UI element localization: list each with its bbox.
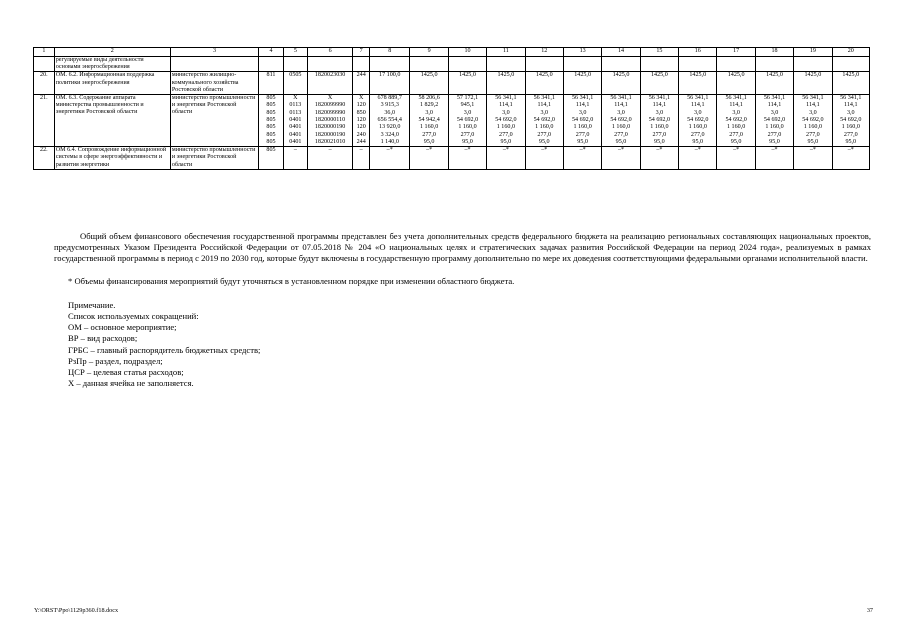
table-row-21 bbox=[34, 95, 870, 147]
csr-code: – bbox=[307, 147, 353, 170]
grbs-code-line: 805 bbox=[266, 116, 276, 123]
table-row-continuation bbox=[34, 57, 870, 72]
value-cell bbox=[717, 95, 755, 147]
value-line: 678 889,7 bbox=[377, 95, 402, 102]
value-cell bbox=[410, 95, 448, 147]
value-line: 114,1 bbox=[575, 102, 590, 109]
value-line: 95,0 bbox=[654, 138, 665, 145]
value-cell bbox=[487, 95, 525, 147]
value-line: 95,0 bbox=[462, 138, 473, 145]
value-line: 56 341,1 bbox=[802, 95, 824, 102]
value-line: 3,0 bbox=[809, 109, 817, 116]
vr-code: – bbox=[353, 147, 370, 170]
value-line: 1 160,0 bbox=[841, 124, 860, 131]
body-text bbox=[54, 231, 871, 389]
abbreviation-item: Х – данная ячейка не заполняется. bbox=[68, 378, 194, 389]
value-cell bbox=[370, 95, 410, 147]
footnote-paragraph: * Объемы финансирования мероприятий будут уточняться в установленном порядке при изменении областного бюджета. bbox=[68, 275, 515, 286]
value-line: 56 341,1 bbox=[840, 95, 862, 102]
value-line: 95,0 bbox=[500, 138, 512, 145]
table-row-22 bbox=[34, 147, 870, 170]
value-cell bbox=[832, 95, 869, 147]
value-line: 277,0 bbox=[422, 131, 436, 138]
column-header: 2 bbox=[54, 48, 170, 57]
value-cell: –* bbox=[410, 147, 448, 170]
vr-code-line: 850 bbox=[356, 109, 366, 116]
abbreviation-item: РзПр – раздел, подраздел; bbox=[68, 355, 163, 366]
value-cell: –* bbox=[487, 147, 525, 170]
value-line: 1 140,0 bbox=[380, 138, 399, 145]
column-header: 18 bbox=[755, 48, 793, 57]
value-line: 95,0 bbox=[577, 138, 588, 145]
column-header: 19 bbox=[794, 48, 832, 57]
rzpr-code: – bbox=[283, 147, 307, 170]
measure-name: ОМ. 6.2. Информационная поддержка политики энергосбережения bbox=[54, 72, 170, 95]
value-cell: 1425,0 bbox=[794, 72, 832, 95]
value-cell: 1425,0 bbox=[602, 72, 640, 95]
value-line: 3,0 bbox=[578, 109, 587, 116]
value-cell: –* bbox=[755, 147, 793, 170]
value-line: 114,1 bbox=[844, 102, 858, 109]
value-line: 1 160,0 bbox=[650, 124, 669, 131]
vr-code-line: 120 bbox=[356, 124, 366, 131]
value-line: 56 341,1 bbox=[763, 95, 786, 102]
rzpr-code-line: 0113 bbox=[289, 109, 302, 116]
value-line: 1 160,0 bbox=[726, 124, 746, 131]
value-line: 1 160,0 bbox=[496, 124, 516, 131]
column-header: 17 bbox=[717, 48, 755, 57]
value-line: 1 160,0 bbox=[573, 124, 592, 131]
value-cell: 1425,0 bbox=[755, 72, 793, 95]
value-line: 114,1 bbox=[614, 102, 628, 109]
rzpr-code-line: 0113 bbox=[289, 102, 302, 109]
value-cell: 1425,0 bbox=[679, 72, 717, 95]
value-cell bbox=[525, 95, 563, 147]
column-header: 15 bbox=[640, 48, 678, 57]
value-cell: –* bbox=[794, 147, 832, 170]
grbs-name: министерство промышленности и энергетики Ростовской области bbox=[170, 147, 258, 170]
value-cell: 1425,0 bbox=[832, 72, 869, 95]
value-cell: 1425,0 bbox=[640, 72, 678, 95]
grbs-code-line: 805 bbox=[266, 131, 276, 138]
abbreviation-item: ОМ – основное мероприятие; bbox=[68, 322, 177, 333]
value-line: 277,0 bbox=[460, 131, 475, 138]
value-cell: –* bbox=[525, 147, 563, 170]
value-line: 1 160,0 bbox=[765, 124, 784, 131]
budget-table bbox=[33, 47, 870, 170]
vr-code-line: 120 bbox=[356, 102, 366, 109]
value-cell: 1425,0 bbox=[448, 72, 486, 95]
value-cell: 1425,0 bbox=[563, 72, 601, 95]
value-cell: –* bbox=[370, 147, 410, 170]
value-line: 56 341,1 bbox=[495, 95, 517, 102]
value-cell: –* bbox=[832, 147, 869, 170]
value-cell bbox=[602, 95, 640, 147]
value-line: 1 829,2 bbox=[419, 102, 439, 109]
value-line: 1 160,0 bbox=[419, 124, 439, 131]
value-line: 54 692,0 bbox=[533, 116, 555, 123]
row-number: 21. bbox=[34, 95, 55, 147]
value-line: 36,0 bbox=[384, 109, 396, 116]
csr-code-line: 1820000190 bbox=[314, 124, 346, 131]
value-line: 95,0 bbox=[769, 138, 780, 145]
note-title: Примечание. bbox=[68, 299, 116, 310]
value-line: 56 341,1 bbox=[610, 95, 632, 102]
value-cell bbox=[794, 95, 832, 147]
column-header: 8 bbox=[370, 48, 410, 57]
value-line: 56 341,1 bbox=[687, 95, 709, 102]
abbreviations-list bbox=[68, 322, 871, 389]
abbreviations-note bbox=[54, 300, 871, 390]
value-line: 3,0 bbox=[846, 109, 855, 116]
value-line: 95,0 bbox=[845, 138, 857, 145]
value-line: 3,0 bbox=[540, 109, 549, 116]
csr-code bbox=[307, 95, 353, 147]
value-line: 1 160,0 bbox=[458, 124, 477, 131]
value-line: 114,1 bbox=[499, 102, 513, 109]
value-line: 3,0 bbox=[502, 109, 510, 116]
measure-name: ОМ. 6.3. Содержание аппарата министерства промышленности и энергетики Ростовской области bbox=[54, 95, 170, 147]
csr-code-line: Х bbox=[327, 95, 333, 102]
value-cell: –* bbox=[602, 147, 640, 170]
value-line: 54 692,0 bbox=[571, 116, 594, 123]
column-header: 13 bbox=[563, 48, 601, 57]
value-line: 1 160,0 bbox=[688, 124, 707, 131]
value-line: 54 692,0 bbox=[456, 116, 479, 123]
grbs-code-line: 805 bbox=[266, 124, 276, 131]
rzpr-code-line: 0401 bbox=[289, 124, 302, 131]
value-line: 277,0 bbox=[537, 131, 552, 138]
value-line: 54 692,0 bbox=[802, 116, 824, 123]
value-line: 277,0 bbox=[690, 131, 705, 138]
value-cell: –* bbox=[448, 147, 486, 170]
value-line: 3,0 bbox=[693, 109, 702, 116]
footer-file-path: Y:\ORST\Ppo\1129p360.f18.docx bbox=[34, 607, 119, 614]
value-line: 114,1 bbox=[767, 102, 782, 109]
column-header: 4 bbox=[259, 48, 284, 57]
column-header: 20 bbox=[832, 48, 869, 57]
budget-table-container bbox=[33, 47, 870, 170]
value-cell: –* bbox=[563, 147, 601, 170]
value-line: 1 160,0 bbox=[611, 124, 631, 131]
value-line: 114,1 bbox=[537, 102, 551, 109]
value-line: 95,0 bbox=[423, 138, 435, 145]
page-number: 37 bbox=[866, 607, 873, 614]
row-number: 20. bbox=[34, 72, 55, 95]
rzpr-code-line: 0401 bbox=[289, 138, 302, 145]
value-cell: 17 100,0 bbox=[370, 72, 410, 95]
value-cell: –* bbox=[679, 147, 717, 170]
value-cell bbox=[679, 95, 717, 147]
column-header: 1 bbox=[34, 48, 55, 57]
value-cell: –* bbox=[640, 147, 678, 170]
column-header: 5 bbox=[283, 48, 307, 57]
value-line: 56 341,1 bbox=[648, 95, 671, 102]
column-header: 14 bbox=[602, 48, 640, 57]
value-line: 3,0 bbox=[617, 109, 625, 116]
value-cell bbox=[755, 95, 793, 147]
csr-code-line: 1820000110 bbox=[314, 116, 346, 123]
value-line: 95,0 bbox=[692, 138, 704, 145]
rzpr-code bbox=[283, 95, 307, 147]
vr-code bbox=[353, 95, 370, 147]
column-header: 16 bbox=[679, 48, 717, 57]
value-line: 114,1 bbox=[806, 102, 820, 109]
value-cell: 1425,0 bbox=[410, 72, 448, 95]
value-line: 54 692,0 bbox=[725, 116, 747, 123]
value-line: 54 942,4 bbox=[418, 116, 440, 123]
measure-name: ОМ 6.4. Сопровождение информационной системы в сфере энергоэффективности и развития энергетики bbox=[54, 147, 170, 170]
csr-code-line: 1820000190 bbox=[314, 131, 346, 138]
value-line: 3,0 bbox=[425, 109, 433, 116]
table-header-row bbox=[34, 48, 870, 57]
abbreviations-title: Список используемых сокращений: bbox=[68, 311, 199, 322]
value-line: 54 692,0 bbox=[763, 116, 786, 123]
value-cell: 1425,0 bbox=[525, 72, 563, 95]
column-header: 6 bbox=[307, 48, 353, 57]
value-line: 57 172,1 bbox=[456, 95, 479, 102]
rzpr-code-line: Х bbox=[293, 95, 298, 102]
vr-code-line: Х bbox=[359, 95, 364, 102]
value-line: 56 341,1 bbox=[725, 95, 747, 102]
value-line: 54 692,0 bbox=[840, 116, 862, 123]
value-cell bbox=[640, 95, 678, 147]
csr-code-line: 1820099990 bbox=[314, 109, 346, 116]
abbreviation-item: ВР – вид расходов; bbox=[68, 333, 138, 344]
value-line: 3,0 bbox=[770, 109, 779, 116]
value-line: 114,1 bbox=[729, 102, 743, 109]
value-line: 114,1 bbox=[652, 102, 667, 109]
vr-code-line: 244 bbox=[356, 138, 366, 145]
value-cell: –* bbox=[717, 147, 755, 170]
value-line: 54 692,0 bbox=[648, 116, 671, 123]
value-line: 277,0 bbox=[767, 131, 782, 138]
value-line: 95,0 bbox=[807, 138, 819, 145]
grbs-code: 811 bbox=[259, 72, 284, 95]
value-line: 114,1 bbox=[691, 102, 705, 109]
column-header: 12 bbox=[525, 48, 563, 57]
grbs-code bbox=[259, 95, 284, 147]
value-cell bbox=[448, 95, 486, 147]
grbs-code-line: 805 bbox=[266, 109, 276, 116]
grbs-code-line: 805 bbox=[266, 138, 276, 145]
value-line: 54 692,0 bbox=[495, 116, 517, 123]
csr-code-line: 1820099990 bbox=[314, 102, 346, 109]
value-line: 277,0 bbox=[575, 131, 590, 138]
vr-code-line: 240 bbox=[356, 131, 366, 138]
vr-code: 244 bbox=[353, 72, 370, 95]
row-number: 22. bbox=[34, 147, 55, 170]
column-header: 11 bbox=[487, 48, 525, 57]
value-line: 277,0 bbox=[499, 131, 513, 138]
value-line: 3,0 bbox=[732, 109, 740, 116]
column-header: 3 bbox=[170, 48, 258, 57]
value-line: 58 206,6 bbox=[418, 95, 440, 102]
abbreviation-item: ЦСР – целевая статья расходов; bbox=[68, 367, 184, 378]
value-line: 54 692,0 bbox=[687, 116, 709, 123]
value-line: 3,0 bbox=[655, 109, 664, 116]
csr-code-line: 1820021010 bbox=[314, 138, 346, 145]
grbs-code-line: 805 bbox=[266, 102, 276, 109]
value-line: 277,0 bbox=[652, 131, 667, 138]
value-line: 95,0 bbox=[730, 138, 742, 145]
value-line: 95,0 bbox=[538, 138, 550, 145]
value-cell bbox=[563, 95, 601, 147]
value-line: 277,0 bbox=[729, 131, 743, 138]
abbreviation-item: ГРБС – главный распорядитель бюджетных средств; bbox=[68, 344, 261, 355]
value-line: 277,0 bbox=[806, 131, 820, 138]
column-header: 10 bbox=[448, 48, 486, 57]
value-line: 277,0 bbox=[614, 131, 628, 138]
vr-code-line: 120 bbox=[356, 116, 366, 123]
column-header: 9 bbox=[410, 48, 448, 57]
value-line: 3,0 bbox=[463, 109, 472, 116]
value-line: 277,0 bbox=[843, 131, 858, 138]
column-header: 7 bbox=[353, 48, 370, 57]
value-line: 1 160,0 bbox=[535, 124, 554, 131]
value-line: 3 915,3 bbox=[380, 102, 399, 109]
value-line: 945,1 bbox=[460, 102, 475, 109]
value-cell: 1425,0 bbox=[717, 72, 755, 95]
value-line: 54 692,0 bbox=[610, 116, 632, 123]
value-line: 656 554,4 bbox=[377, 116, 402, 123]
grbs-name: министерство промышленности и энергетики Ростовской области bbox=[170, 95, 258, 147]
value-cell: 1425,0 bbox=[487, 72, 525, 95]
value-line: 13 920,0 bbox=[379, 124, 401, 131]
grbs-code: 805 bbox=[259, 147, 284, 170]
value-line: 56 341,1 bbox=[533, 95, 555, 102]
value-line: 56 341,1 bbox=[571, 95, 594, 102]
value-line: 1 160,0 bbox=[803, 124, 823, 131]
value-line: 3 324,0 bbox=[380, 131, 399, 138]
summary-paragraph: Общий объем финансового обеспечения государственной программы представлен без учета дополнительных средств федерального бюджета на реализацию региональных составляющих национальных проектов, предусмотренных Указом Президента Российской Федерации от 07.05.2018 № 204 «О национальных целях и стратегических задачах развития Российской Федерации на период 2024 года», реализуемых в рамках государственной программы в период с 2019 по 2030 год, которые будут включены в государственную программу дополнительно по мере их доведения соответствующими федеральными органами исполнительной власти. bbox=[54, 231, 871, 264]
rzpr-code-line: 0401 bbox=[289, 116, 302, 123]
rzpr-code: 0505 bbox=[283, 72, 307, 95]
grbs-name: министерство жилищно-коммунального хозяйства Ростовской области bbox=[170, 72, 258, 95]
rzpr-code-line: 0401 bbox=[289, 131, 302, 138]
table-row-20 bbox=[34, 72, 870, 95]
value-line: 95,0 bbox=[615, 138, 627, 145]
grbs-code-line: 805 bbox=[266, 95, 276, 102]
continuation-text: регулируемые виды деятельности основами энергосбережения bbox=[54, 57, 170, 72]
csr-code: 1820023030 bbox=[307, 72, 353, 95]
